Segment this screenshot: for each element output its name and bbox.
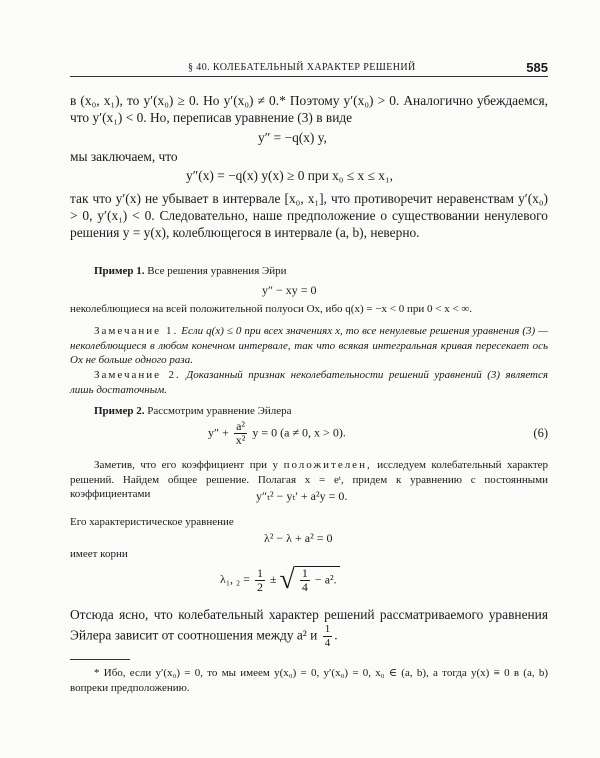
paragraph-3: так что y′(x) не убывает в интервале [x₀, x₁], что противоречит неравенствам y′(x₀) > 0, y′(x₁) < 0. Следовательно, наше предположение о существовании ненулевого решения y = y(x), колеблющегося в интервале (a, b), неверно. [70, 191, 548, 240]
remark-1 [70, 324, 548, 368]
paragraph-2: мы заключаем, что [70, 149, 178, 164]
equation-4-left: y″ + [208, 425, 229, 440]
equation-1: y″ = −q(x) y, [258, 130, 327, 145]
sqrt-body: $\frac{1}{4}$ − a². [295, 566, 340, 594]
paragraph-5: Заметив, что его коэффициент при y положителен, исследуем колебательный характер решений. Найдем общее решение. Полагая x = eᵗ, придем к уравнению с постоянными коэффициентами [70, 459, 549, 500]
paragraph-4: неколеблющиеся на всей положительной полуоси Ox, ибо q(x) = −x < 0 при 0 < x < ∞. [70, 303, 472, 315]
example-2-label: Пример 2. [94, 405, 145, 417]
equation-7: λ₁, ₂ = $\frac{1}{2}$ ± √ $\frac{1}{4}$ − a². [220, 566, 340, 594]
running-header-title: § 40. КОЛЕБАТЕЛЬНЫЙ ХАРАКТЕР РЕШЕНИЙ [188, 62, 416, 73]
paragraph-1: в (x₀, x₁), то y′(x₀) ≥ 0. Но y′(x₀) ≠ 0.* Поэтому y′(x₀) > 0. Аналогично убеждаемся, что y′(x₁) < 0. Но, переписав уравнение (3) в виде [70, 93, 548, 125]
remark-1-label: Замечание 1. [94, 325, 179, 337]
running-header [70, 60, 548, 82]
example-2 [70, 404, 548, 419]
equation-7-fraction: $\frac{1}{2}$ [256, 565, 263, 594]
footnote-rule [70, 659, 130, 660]
paragraph-6: Его характеристическое уравнение [70, 516, 234, 528]
equation-3: y″ − xy = 0 [262, 283, 317, 297]
example-1 [70, 264, 548, 279]
equation-4-fraction: $\frac{\text{a²}}{\text{x²}}$ [235, 419, 246, 447]
header-rule [70, 76, 548, 77]
example-1-label: Пример 1. [94, 265, 145, 277]
remark-2-label: Замечание 2. [94, 369, 181, 381]
paragraph-8-fraction: $\frac{1}{4}$ [324, 623, 331, 649]
paragraph-7: имеет корни [70, 548, 128, 560]
remark-1-text: Если q(x) ≤ 0 при всех значениях x, то все ненулевые решения уравнения (3) — неколеблющиеся в любом конечном интервале, так что всякая интегральная кривая пересекает ось Ox не больше одного раза. [70, 325, 548, 366]
footnote: * Ибо, если y′(x₀) = 0, то мы имеем y(x₀) = 0, y′(x₀) = 0, x₀ ∈ (a, b), а тогда y(x) ≡ 0 в (a, b) вопреки предположению. [70, 667, 548, 694]
spaced-word: положителен, [283, 459, 372, 471]
equation-4-right: y = 0 (a ≠ 0, x > 0). [252, 425, 346, 440]
equation-4 [208, 420, 346, 447]
equation-5: y″ₜ² − yₜ′ + a²y = 0. [256, 489, 348, 503]
remark-2 [70, 368, 548, 397]
paragraph-8: Отсюда ясно, что колебательный характер решений рассматриваемого уравнения Эйлера зависит от соотношения между a² и $\frac{1}{4}$ . [70, 607, 548, 649]
sqrt-sign: √ [279, 564, 295, 595]
example-2-text: Рассмотрим уравнение Эйлера [147, 405, 292, 417]
equation-2: y″(x) = −q(x) y(x) ≥ 0 при x₀ ≤ x ≤ x₁, [186, 168, 393, 183]
equation-number-6: (6) [533, 426, 548, 440]
remark-2-text: Доказанный признак неколебательности решений уравнений (3) является лишь достаточным. [70, 369, 548, 396]
equation-6: λ² − λ + a² = 0 [264, 531, 333, 545]
page-number: 585 [526, 60, 548, 75]
example-1-text: Все решения уравнения Эйри [147, 265, 287, 277]
